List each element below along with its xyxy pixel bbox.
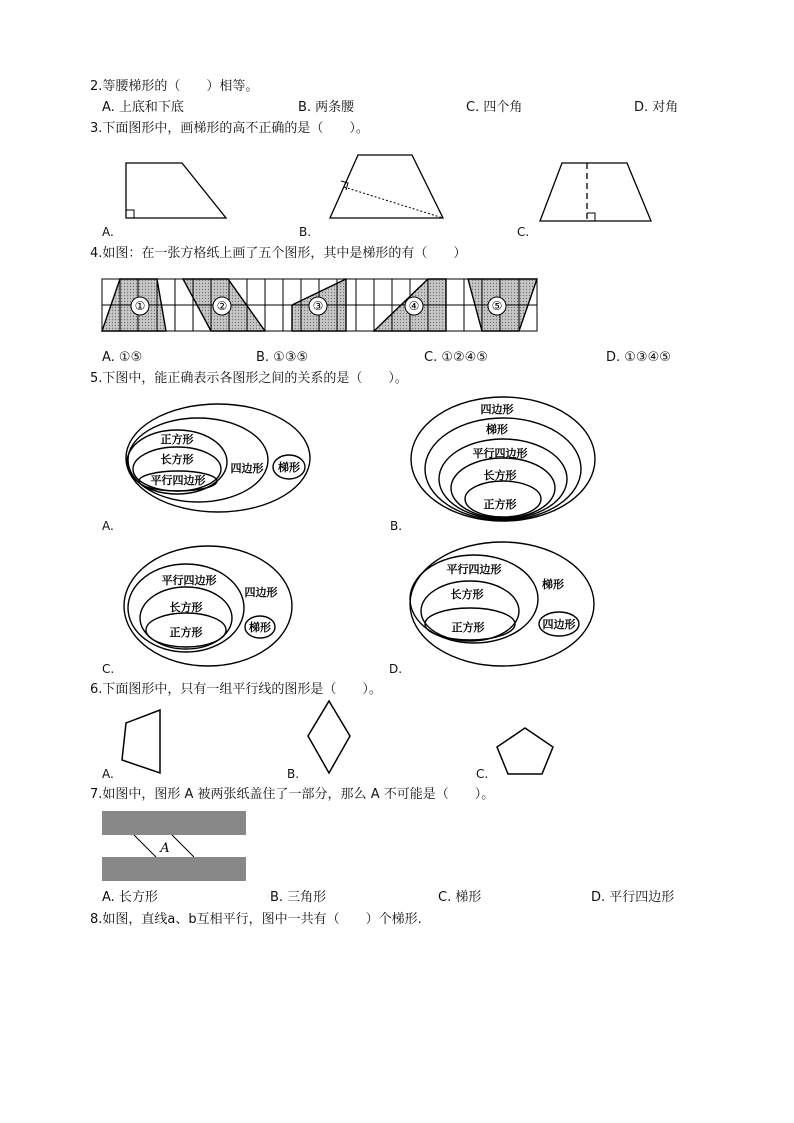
q4-number-2: ② [216,299,228,313]
q3-label-c: C. [517,225,530,239]
q5b-trapezoid: 梯形 [486,423,508,436]
q5-label-b: B. [390,519,403,533]
q5d-quadrilateral: 四边形 [542,618,576,631]
q5-label-a: A. [102,519,114,533]
q2-option-a: A. 上底和下底 [102,100,184,115]
q5c-rectangle: 长方形 [169,601,203,614]
q4-number-3: ③ [312,299,324,313]
q6-label-a: A. [102,767,114,781]
q4-number-5: ⑤ [491,299,503,313]
q3-stem: 3.下面图形中，画梯形的高不正确的是（ ）。 [90,121,369,136]
q5c-parallelogram: 平行四边形 [161,574,217,587]
q7-stem: 7.如图中，图形 A 被两张纸盖住了一部分，那么 A 不可能是（ ）。 [90,787,495,802]
q2-stem: 2.等腰梯形的（ ）相等。 [90,79,259,94]
q4-stem: 4.如图：在一张方格纸上画了五个图形，其中是梯形的有（ ） [90,246,467,261]
q5d-trapezoid: 梯形 [542,578,564,591]
q5a-quadrilateral: 四边形 [230,462,264,475]
q4-option-d: D. ①③④⑤ [606,350,671,365]
q4-number-4: ④ [408,299,420,313]
q6-label-b: B. [287,767,300,781]
q7-bottom-paper [102,857,246,881]
q4-number-1: ① [134,299,146,313]
q3-label-b: B. [299,225,312,239]
q5b-rectangle: 长方形 [483,469,517,482]
q7-option-c: C. 梯形 [438,890,482,905]
q5d-rectangle: 长方形 [450,588,484,601]
q2-option-b: B. 两条腰 [298,100,355,115]
q2-option-d: D. 对角 [634,100,679,115]
q7-top-paper [102,811,246,835]
q5a-square: 正方形 [160,433,194,446]
q4-option-c: C. ①②④⑤ [424,350,488,365]
q7-shape-label: A [160,841,170,856]
q7-option-a: A. 长方形 [102,890,158,905]
q2-option-c: C. 四个角 [466,100,523,115]
q5-label-c: C. [102,662,115,676]
q6-stem: 6.下面图形中，只有一组平行线的图形是（ ）。 [90,682,382,697]
q7-option-b: B. 三角形 [270,890,327,905]
q5d-square: 正方形 [451,621,485,634]
q5c-trapezoid: 梯形 [249,621,271,634]
q5-stem: 5.下图中，能正确表示各图形之间的关系的是（ ）。 [90,371,408,386]
q5a-trapezoid: 梯形 [278,461,300,474]
q5d-parallelogram: 平行四边形 [446,563,502,576]
q6-label-c: C. [476,767,489,781]
q5c-square: 正方形 [169,626,203,639]
q5-label-d: D. [389,662,403,676]
q4-option-a: A. ①⑤ [102,350,143,365]
q5b-square: 正方形 [483,498,517,511]
q5c-quadrilateral: 四边形 [244,586,278,599]
q7-option-d: D. 平行四边形 [591,890,675,905]
q4-option-b: B. ①③⑤ [256,350,309,365]
q8-stem: 8.如图，直线a、b互相平行，图中一共有（ ）个梯形. [90,912,422,927]
q5b-quadrilateral: 四边形 [480,403,514,416]
q3-label-a: A. [102,225,114,239]
q5a-parallelogram: 平行四边形 [150,474,206,487]
q5b-parallelogram: 平行四边形 [472,447,528,460]
q5a-rectangle: 长方形 [160,453,194,466]
